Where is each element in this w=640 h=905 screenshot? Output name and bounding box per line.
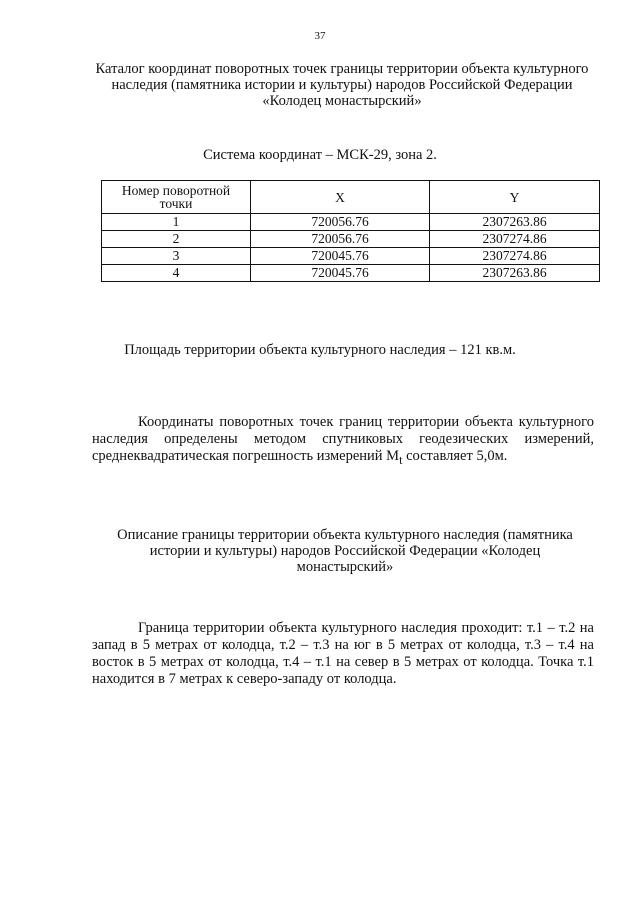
y-cell: 2307274.86 bbox=[430, 248, 600, 265]
point-number-cell: 2 bbox=[102, 231, 251, 248]
table-row bbox=[102, 214, 600, 231]
column-header-point-number: Номер поворотной точки bbox=[102, 181, 251, 214]
table-header-row bbox=[102, 181, 600, 214]
point-number-cell: 1 bbox=[102, 214, 251, 231]
method-subscript: t bbox=[399, 452, 403, 467]
y-cell: 2307263.86 bbox=[430, 214, 600, 231]
column-header-y: Y bbox=[430, 181, 600, 214]
y-cell: 2307263.86 bbox=[430, 265, 600, 282]
area-statement: Площадь территории объекта культурного наследия – 121 кв.м. bbox=[124, 342, 516, 358]
table-row bbox=[102, 248, 600, 265]
method-text: Координаты поворотных точек границ территории объекта культурного наследия определены методом спутниковых геодезических измерений, среднеквадратическая погрешность измерений M bbox=[92, 414, 594, 464]
method-text-end: составляет 5,0м. bbox=[402, 448, 508, 464]
point-number-cell: 4 bbox=[102, 265, 251, 282]
x-cell: 720056.76 bbox=[251, 231, 430, 248]
coordinate-system: Система координат – МСК-29, зона 2. bbox=[203, 147, 437, 163]
y-cell: 2307274.86 bbox=[430, 231, 600, 248]
table-row bbox=[102, 231, 600, 248]
catalog-title: Каталог координат поворотных точек границы территории объекта культурного наследия (памятника истории и культуры) народов Российской Федерации «Колодец монастырский» bbox=[95, 61, 589, 109]
survey-method-paragraph bbox=[92, 414, 594, 469]
border-description-paragraph: Граница территории объекта культурного наследия проходит: т.1 – т.2 на запад в 5 метрах от колодца, т.2 – т.3 на юг в 5 метрах от колодца, т.3 – т.4 на восток в 5 метрах от колодца, т.4 – т.1 на север в 5 метрах от колодца. Точка т.1 находится в 7 метрах к северо-западу от колодца. bbox=[92, 620, 594, 687]
x-cell: 720056.76 bbox=[251, 214, 430, 231]
coordinates-table bbox=[101, 180, 600, 282]
page-number: 37 bbox=[314, 30, 326, 42]
x-cell: 720045.76 bbox=[251, 248, 430, 265]
table-row bbox=[102, 265, 600, 282]
border-description-heading: Описание границы территории объекта культурного наследия (памятника истории и культуры) народов Российской Федерации «Колодец монастырский» bbox=[117, 527, 573, 575]
x-cell: 720045.76 bbox=[251, 265, 430, 282]
column-header-x: X bbox=[251, 181, 430, 214]
point-number-cell: 3 bbox=[102, 248, 251, 265]
